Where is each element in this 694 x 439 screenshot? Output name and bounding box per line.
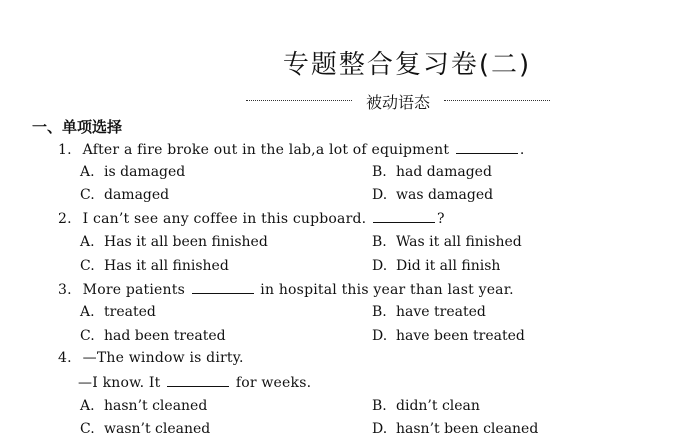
question-text: I can’t see any coffee in this cupboard. <box>82 211 367 227</box>
question-number: 4. <box>58 350 72 366</box>
option-text: have treated <box>396 304 486 320</box>
option-letter: B. <box>372 398 387 414</box>
question-text: —The window is dirty. <box>82 350 244 366</box>
option-d <box>372 421 538 437</box>
option-letter: C. <box>80 187 95 203</box>
question-number: 2. <box>58 211 72 227</box>
option-text: didn’t clean <box>396 398 480 414</box>
option-letter: A. <box>80 164 95 180</box>
question-3-stem <box>58 281 514 298</box>
option-c <box>80 187 169 203</box>
option-letter: D. <box>372 421 388 437</box>
option-text: damaged <box>104 187 170 203</box>
question-1-stem <box>58 141 524 158</box>
option-d <box>372 258 500 274</box>
option-c <box>80 328 226 344</box>
option-text: wasn’t cleaned <box>104 421 211 437</box>
section-heading: 一、单项选择 <box>32 118 123 136</box>
option-d <box>372 187 493 203</box>
dotted-divider-left <box>246 100 352 101</box>
option-b <box>372 234 522 250</box>
option-letter: B. <box>372 234 387 250</box>
option-a <box>80 164 185 180</box>
answer-blank <box>456 141 518 154</box>
option-letter: C. <box>80 328 95 344</box>
option-letter: A. <box>80 304 95 320</box>
question-text: —I know. It <box>78 375 161 391</box>
answer-blank <box>167 374 229 387</box>
option-b <box>372 164 492 180</box>
question-text: After a fire broke out in the lab,a lot of equipment <box>82 142 450 158</box>
option-a <box>80 398 207 414</box>
question-text: More patients <box>82 282 185 298</box>
question-4-stem-line2 <box>78 374 311 391</box>
answer-blank <box>373 210 435 223</box>
option-letter: A. <box>80 234 95 250</box>
option-b <box>372 398 480 414</box>
option-text: was damaged <box>396 187 494 203</box>
dotted-divider-right <box>444 100 550 101</box>
option-a <box>80 304 156 320</box>
option-b <box>372 304 486 320</box>
option-text: hasn’t cleaned <box>104 398 208 414</box>
question-4-stem <box>58 350 244 366</box>
option-letter: C. <box>80 421 95 437</box>
question-text-after: for weeks. <box>235 375 312 391</box>
question-number: 3. <box>58 282 72 298</box>
option-text: hasn’t been cleaned <box>396 421 539 437</box>
option-c <box>80 258 229 274</box>
option-letter: B. <box>372 304 387 320</box>
option-text: treated <box>104 304 156 320</box>
option-text: Has it all finished <box>104 258 229 274</box>
option-text: Has it all been finished <box>104 234 268 250</box>
question-text-after: in hospital this year than last year. <box>260 282 514 298</box>
option-text: had been treated <box>104 328 226 344</box>
option-text: Was it all finished <box>396 234 522 250</box>
option-a <box>80 234 268 250</box>
option-letter: D. <box>372 187 388 203</box>
option-letter: A. <box>80 398 95 414</box>
option-text: is damaged <box>104 164 186 180</box>
option-text: have been treated <box>396 328 525 344</box>
option-letter: D. <box>372 328 388 344</box>
option-letter: C. <box>80 258 95 274</box>
answer-blank <box>192 281 254 294</box>
question-text-after: ? <box>436 211 445 227</box>
option-c <box>80 421 210 437</box>
option-letter: D. <box>372 258 388 274</box>
question-2-stem <box>58 210 445 227</box>
question-number: 1. <box>58 142 72 158</box>
option-d <box>372 328 525 344</box>
question-text-after: . <box>519 142 525 158</box>
option-letter: B. <box>372 164 387 180</box>
page-title: 专题整合复习卷(二) <box>282 50 532 80</box>
option-text: Did it all finish <box>396 258 501 274</box>
page-subtitle: 被动语态 <box>365 93 430 112</box>
option-text: had damaged <box>396 164 492 180</box>
subtitle-banner <box>246 90 550 110</box>
